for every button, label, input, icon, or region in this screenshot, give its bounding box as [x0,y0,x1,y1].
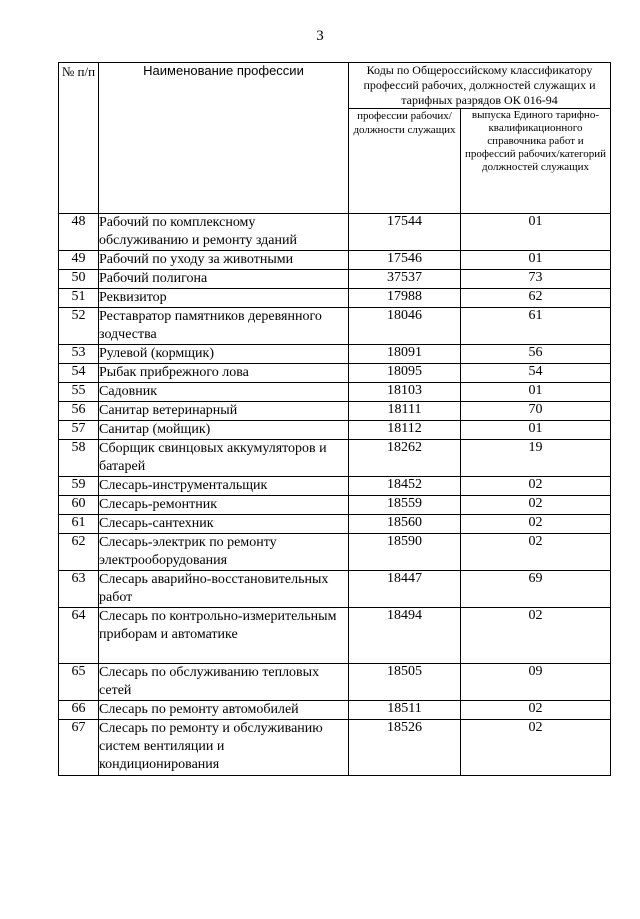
row-number: 62 [59,534,99,571]
profession-name: Слесарь по ремонту автомобилей [99,701,349,720]
profession-name: Рулевой (кормщик) [99,345,349,364]
row-number: 50 [59,270,99,289]
etks-issue: 61 [461,308,611,345]
profession-code: 18560 [349,515,461,534]
table-row [59,720,611,776]
profession-table [58,62,611,776]
profession-code: 17546 [349,251,461,270]
profession-code: 17544 [349,214,461,251]
profession-name: Слесарь-ремонтник [99,496,349,515]
header-profession-code: профессии рабочих/ должности служащих [349,109,461,214]
row-number: 61 [59,515,99,534]
row-number: 64 [59,608,99,664]
etks-issue: 02 [461,534,611,571]
table-row [59,701,611,720]
table-row [59,440,611,477]
profession-code: 18526 [349,720,461,776]
profession-code: 18111 [349,402,461,421]
row-number: 48 [59,214,99,251]
table-row [59,289,611,308]
etks-issue: 19 [461,440,611,477]
profession-code: 18112 [349,421,461,440]
header-classifier: Коды по Общероссийскому классификатору профессий рабочих, должностей служащих и тарифных разрядов ОК 016-94 [349,63,611,109]
row-number: 55 [59,383,99,402]
row-number: 58 [59,440,99,477]
etks-issue: 02 [461,477,611,496]
table-row [59,571,611,608]
row-number: 63 [59,571,99,608]
profession-name: Слесарь-инструментальщик [99,477,349,496]
profession-name: Рабочий по уходу за животными [99,251,349,270]
profession-name: Рабочий полигона [99,270,349,289]
profession-name: Рыбак прибрежного лова [99,364,349,383]
etks-issue: 62 [461,289,611,308]
profession-code: 18091 [349,345,461,364]
profession-code: 18103 [349,383,461,402]
table-body [59,214,611,776]
profession-name: Садовник [99,383,349,402]
table-row [59,664,611,701]
row-number: 57 [59,421,99,440]
profession-name: Слесарь по обслуживанию тепловых сетей [99,664,349,701]
row-number: 53 [59,345,99,364]
row-number: 52 [59,308,99,345]
etks-issue: 09 [461,664,611,701]
table-row [59,534,611,571]
etks-issue: 02 [461,496,611,515]
table-row [59,383,611,402]
profession-code: 18046 [349,308,461,345]
etks-issue: 73 [461,270,611,289]
table-row [59,421,611,440]
etks-issue: 02 [461,701,611,720]
etks-issue: 54 [461,364,611,383]
profession-name: Санитар ветеринарный [99,402,349,421]
profession-code: 37537 [349,270,461,289]
profession-code: 18505 [349,664,461,701]
row-number: 59 [59,477,99,496]
row-number: 65 [59,664,99,701]
row-number: 51 [59,289,99,308]
etks-issue: 02 [461,608,611,664]
profession-code: 18262 [349,440,461,477]
etks-issue: 01 [461,214,611,251]
row-number: 54 [59,364,99,383]
profession-name: Санитар (мойщик) [99,421,349,440]
profession-code: 18590 [349,534,461,571]
profession-name: Слесарь по контрольно-измерительным приборам и автоматике [99,608,349,664]
row-number: 67 [59,720,99,776]
table-row [59,402,611,421]
table-row [59,515,611,534]
table-row [59,270,611,289]
profession-name: Слесарь по ремонту и обслуживанию систем вентиляции и кондиционирования [99,720,349,776]
table-row [59,496,611,515]
table-row [59,214,611,251]
etks-issue: 02 [461,720,611,776]
profession-code: 18494 [349,608,461,664]
etks-issue: 01 [461,421,611,440]
profession-code: 18095 [349,364,461,383]
header-etks-issue: выпуска Единого тарифно-квалификационного справочника работ и профессий рабочих/категорий должностей служащих [461,109,611,214]
profession-code: 18559 [349,496,461,515]
table-row [59,345,611,364]
row-number: 66 [59,701,99,720]
table-row [59,308,611,345]
page-number: 3 [316,28,324,44]
profession-name: Сборщик свинцовых аккумуляторов и батарей [99,440,349,477]
row-number: 60 [59,496,99,515]
etks-issue: 01 [461,251,611,270]
header-number: № п/п [59,63,99,214]
profession-name: Рабочий по комплексному обслуживанию и ремонту зданий [99,214,349,251]
header-profession-name: Наименование профессии [99,63,349,214]
etks-issue: 70 [461,402,611,421]
profession-name: Реставратор памятников деревянного зодчества [99,308,349,345]
profession-name: Слесарь аварийно-восстановительных работ [99,571,349,608]
profession-name: Слесарь-электрик по ремонту электрооборудования [99,534,349,571]
table-row [59,364,611,383]
table-row [59,608,611,664]
row-number: 56 [59,402,99,421]
profession-code: 18511 [349,701,461,720]
etks-issue: 56 [461,345,611,364]
table-row [59,477,611,496]
profession-code: 17988 [349,289,461,308]
etks-issue: 69 [461,571,611,608]
profession-code: 18447 [349,571,461,608]
table-row [59,251,611,270]
row-number: 49 [59,251,99,270]
etks-issue: 02 [461,515,611,534]
profession-code: 18452 [349,477,461,496]
etks-issue: 01 [461,383,611,402]
profession-name: Слесарь-сантехник [99,515,349,534]
profession-name: Реквизитор [99,289,349,308]
